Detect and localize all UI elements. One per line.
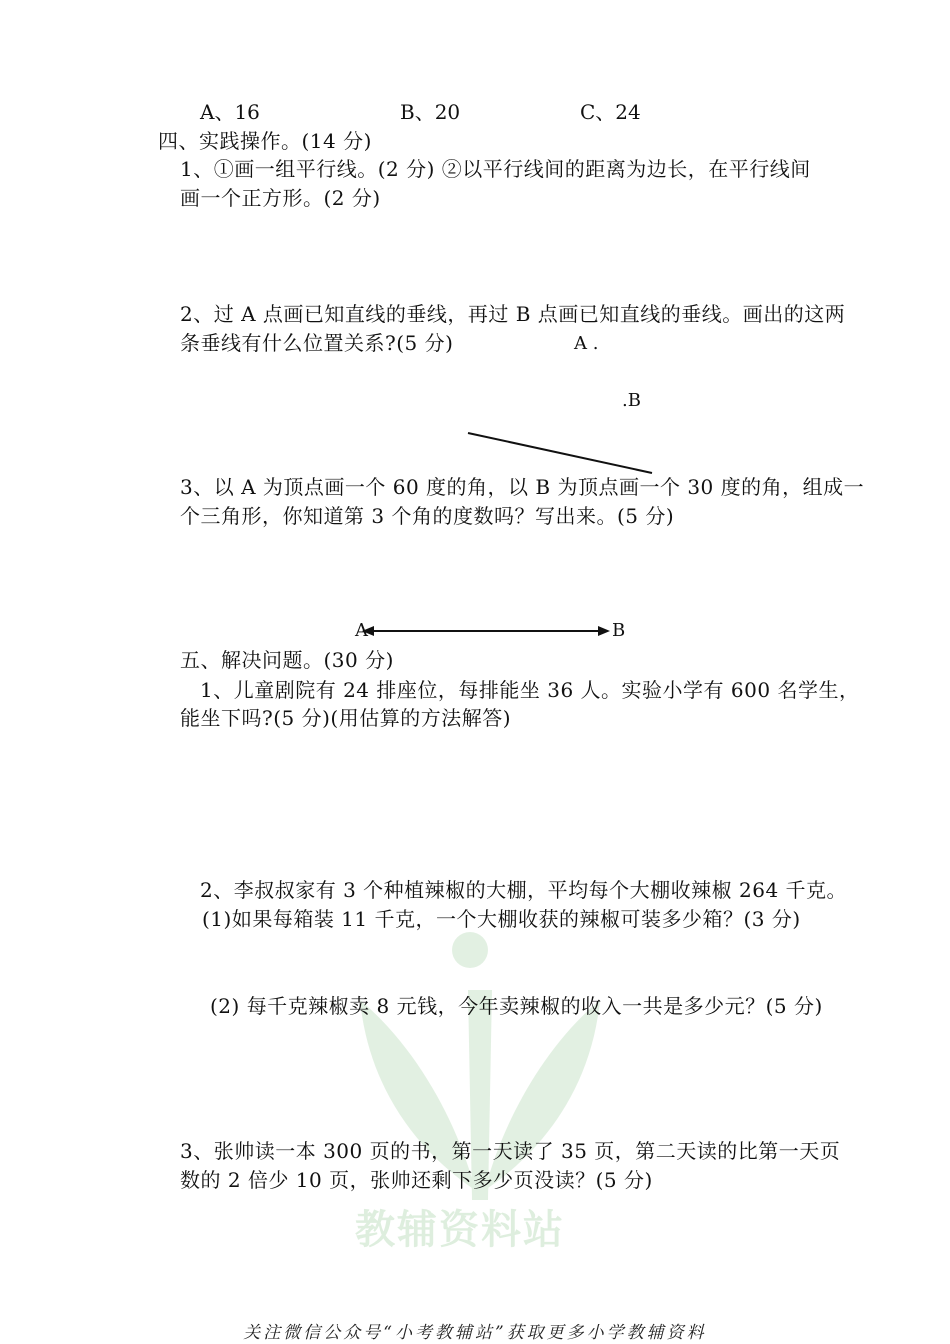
s4-q2-line2: 条垂线有什么位置关系?(5 分) — [180, 331, 454, 355]
s5-q2-sub1: (1)如果每箱装 11 千克，一个大棚收获的辣椒可装多少箱？(3 分) — [202, 907, 801, 931]
s5-q1-line1: 1、儿童剧院有 24 排座位，每排能坐 36 人。实验小学有 600 名学生， — [200, 678, 860, 702]
s5-q2-line1: 2、李叔叔家有 3 个种植辣椒的大棚，平均每个大棚收辣椒 264 千克。 — [200, 878, 848, 902]
s5-q2-sub2: (2) 每千克辣椒卖 8 元钱，今年卖辣椒的收入一共是多少元？(5 分) — [210, 994, 823, 1018]
option-b: B、20 — [400, 100, 461, 124]
s5-q3-line1: 3、张帅读一本 300 页的书，第一天读了 35 页，第二天读的比第一天页 — [180, 1139, 841, 1163]
section-4-heading: 四、实践操作。(14 分) — [158, 129, 372, 153]
arrow-head-right — [598, 626, 610, 636]
s4-q3-line2: 个三角形，你知道第 3 个角的度数吗？写出来。(5 分) — [180, 504, 675, 528]
option-a: A、16 — [200, 100, 260, 124]
s5-q3-line2: 数的 2 倍少 10 页，张帅还剩下多少页没读？(5 分) — [180, 1168, 653, 1192]
s5-q1-line2: 能坐下吗?(5 分)(用估算的方法解答) — [180, 706, 512, 730]
s4-q1-line2: 画一个正方形。(2 分) — [180, 186, 381, 210]
s4-q2-point-b: .B — [622, 390, 641, 411]
s4-q2-point-a: A . — [574, 333, 599, 354]
s4-q3-line1: 3、以 A 为顶点画一个 60 度的角，以 B 为顶点画一个 30 度的角，组成一 — [180, 475, 865, 499]
watermark-head-icon — [452, 932, 488, 968]
s4-q1-line1: 1、①画一组平行线。(2 分) ②以平行线间的距离为边长，在平行线间 — [180, 157, 811, 181]
s4-q2-line1: 2、过 A 点画已知直线的垂线，再过 B 点画已知直线的垂线。画出的这两 — [180, 302, 846, 326]
option-c: C、24 — [580, 100, 641, 124]
watermark-text: 教辅资料站 — [355, 1207, 565, 1253]
s4-q3-label-a: A — [355, 620, 368, 641]
given-line — [468, 433, 652, 473]
footer-note: 关注微信公众号“小考教辅站”获取更多小学教辅资料 — [243, 1323, 707, 1343]
s4-q3-label-b: B — [612, 620, 626, 641]
section-5-heading: 五、解决问题。(30 分) — [180, 648, 394, 672]
